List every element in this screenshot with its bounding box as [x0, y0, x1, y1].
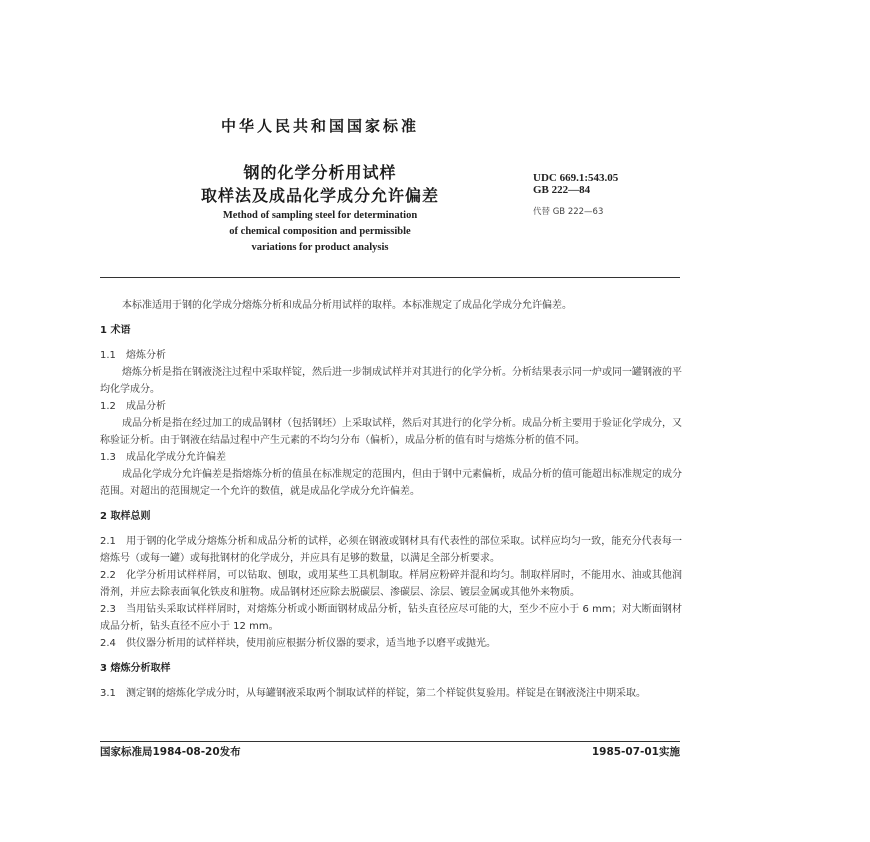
clause-1-1-text: 熔炼分析是指在钢液浇注过程中采取样锭，然后进一步制成试样并对其进行的化学分析。分析结果表示同一炉或同一罐钢液的平均化学成分。	[100, 367, 682, 395]
clause-3-1: 3.1 测定钢的熔炼化学成分时，从每罐钢液采取两个制取试样的样锭，第二个样锭供复验用。样锭是在钢液浇注中期采取。	[100, 688, 646, 699]
section3-heading: 3 熔炼分析取样	[100, 663, 171, 674]
clause-2-2: 2.2 化学分析用试样样屑，可以钻取、刨取，或用某些工具机制取。样屑应粉碎并混和均匀。制取样屑时，不能用水、油或其他润滑剂，并应去除表面氧化铁皮和脏物。成品钢材还应除去脱碳层、渗碳层、涂层、镀层金属或其他外来物质。	[100, 570, 682, 598]
title-en-line1: Method of sampling steel for determination	[222, 210, 418, 221]
effective-date: 1985-07-01实施	[591, 746, 680, 758]
clause-1-3-text: 成品化学成分允许偏差是指熔炼分析的值虽在标准规定的范围内，但由于钢中元素偏析，成品分析的值可能超出标准规定的成分范围。对超出的范围规定一个允许的数值，就是成品化学成分允许偏差。	[100, 469, 682, 497]
clause-1-2-text: 成品分析是指在经过加工的成品钢材（包括钢坯）上采取试样，然后对其进行的化学分析。成品分析主要用于验证化学成分，又称验证分析。由于钢液在结晶过程中产生元素的不均匀分布（偏析），成品分析的值有时与熔炼分析的值不同。	[100, 418, 682, 446]
section2-heading: 2 取样总则	[100, 511, 151, 522]
section1-heading: 1 术语	[100, 325, 131, 336]
clause-1-2-title: 1.2 成品分析	[100, 401, 166, 412]
footer-divider	[100, 741, 680, 742]
clause-1-3-title: 1.3 成品化学成分允许偏差	[100, 452, 226, 463]
udc-code: UDC 669.1:543.05	[533, 172, 619, 184]
clause-2-4: 2.4 供仪器分析用的试样样块，使用前应根据分析仪器的要求，适当地予以磨平或抛光。	[100, 638, 496, 649]
intro-paragraph: 本标准适用于钢的化学成分熔炼分析和成品分析用试样的取样。本标准规定了成品化学成分允许偏差。	[122, 300, 572, 311]
title-cn-line1: 钢的化学分析用试样	[243, 163, 397, 182]
issue-date: 国家标准局1984-08-20发布	[100, 746, 241, 758]
gb-code: GB 222—84	[533, 184, 591, 196]
clause-1-1-title: 1.1 熔炼分析	[100, 350, 166, 361]
header-divider	[100, 277, 680, 278]
title-en-line2: of chemical composition and permissible	[229, 226, 411, 237]
replaces-note: 代替 GB 222—63	[533, 207, 604, 217]
national-standard-heading: 中华人民共和国国家标准	[220, 117, 419, 135]
title-en-line3: variations for product analysis	[251, 242, 389, 253]
title-cn-line2: 取样法及成品化学成分允许偏差	[200, 186, 439, 205]
clause-2-3: 2.3 当用钻头采取试样样屑时，对熔炼分析或小断面钢材成品分析，钻头直径应尽可能的大，至少不应小于 6 mm；对大断面钢材成品分析，钻头直径不应小于 12 mm。	[100, 604, 682, 632]
document-body	[100, 297, 682, 702]
clause-2-1: 2.1 用于钢的化学成分熔炼分析和成品分析的试样，必须在钢液或钢材具有代表性的部位采取。试样应均匀一致，能充分代表每一熔炼号（或每一罐）或每批钢材的化学成分，并应具有足够的数量，以满足全部分析要求。	[100, 536, 682, 564]
